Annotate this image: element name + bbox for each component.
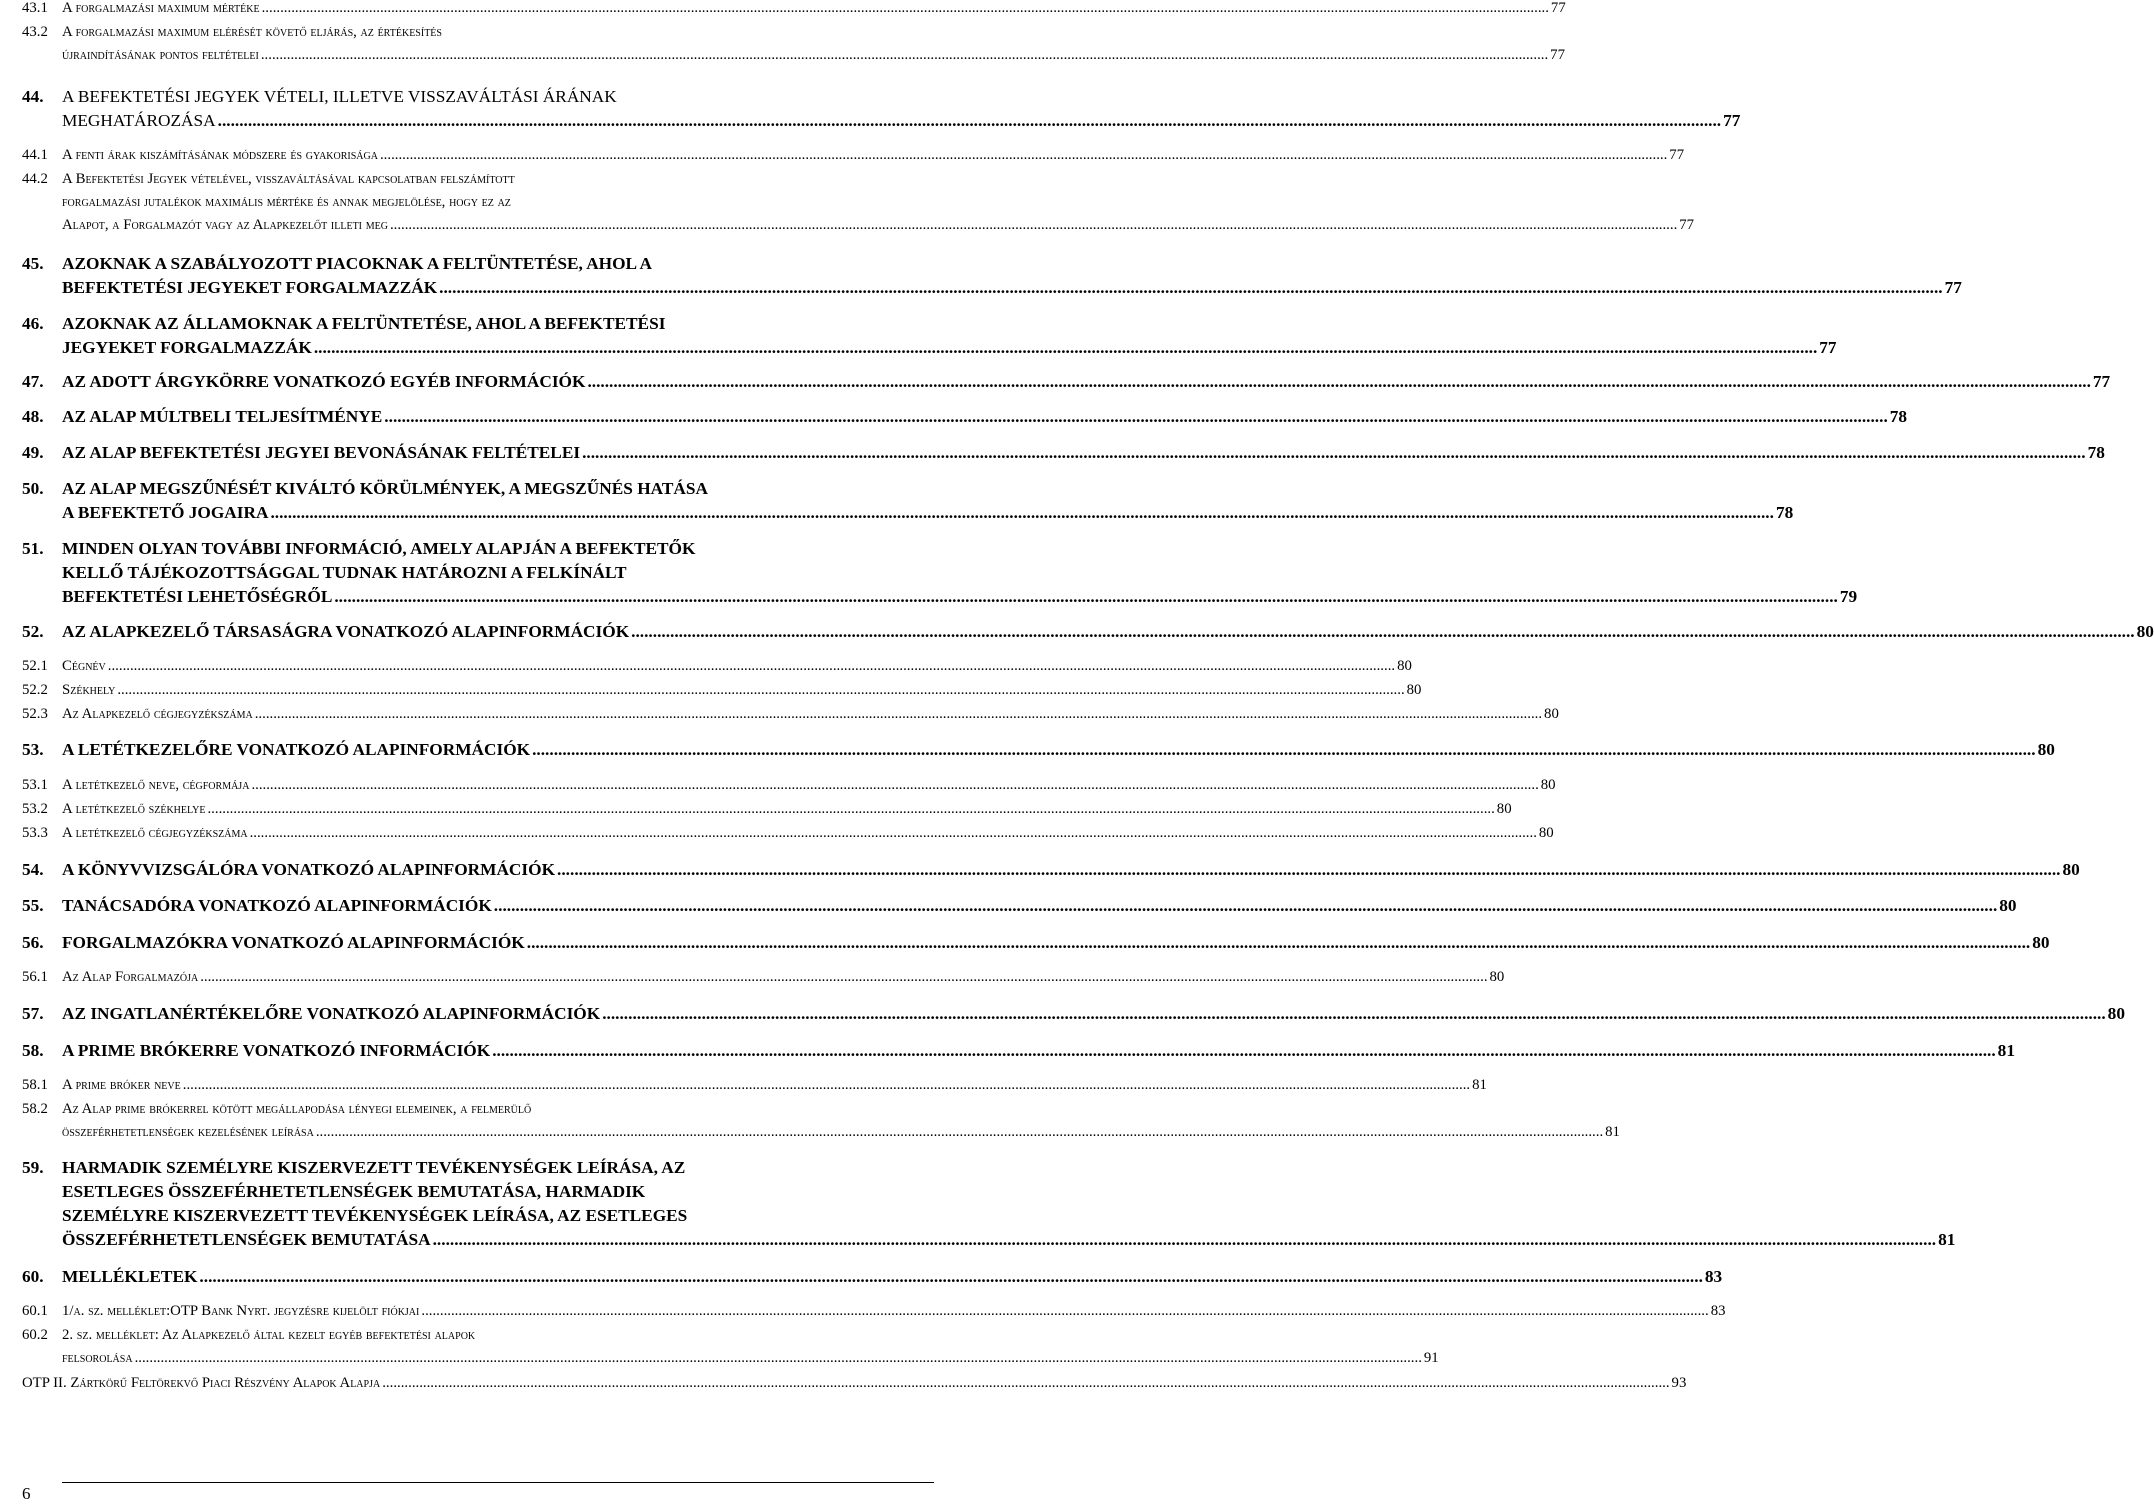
toc-page: 80 (1406, 682, 1422, 698)
dot-leader (135, 1347, 1422, 1370)
toc-page: 80 (1538, 825, 1554, 841)
toc-number: 50. (22, 479, 44, 498)
toc-page: 77 (1819, 338, 1837, 357)
toc-number: 44.1 (22, 147, 48, 163)
toc-title-line: forgalmazási jutalékok maximális mértéke és annak megjelölése, hogy ez az (62, 194, 511, 210)
toc-page: 80 (1544, 706, 1559, 722)
toc-title-line: Az Alap prime brókerrel kötött megállapodása lényegi elemeinek, a felmerülő (62, 1101, 532, 1117)
dot-leader (602, 1002, 2105, 1026)
toc-title-line: A Befektetési Jegyek vételével, visszaváltásával kapcsolatban felszámított (62, 171, 515, 187)
toc-entry-53[interactable] (22, 738, 2055, 762)
toc-number: 60.1 (22, 1303, 48, 1319)
toc-page: 77 (1669, 147, 1685, 163)
toc-title: MEGHATÁROZÁSA (62, 111, 216, 130)
toc-entry-46[interactable] (22, 312, 1837, 360)
toc-number: 60. (22, 1267, 44, 1286)
toc-number: 54. (22, 860, 44, 879)
dot-leader (117, 679, 1404, 702)
toc-page: 80 (1999, 896, 2017, 915)
toc-page: 78 (1889, 407, 1908, 426)
toc-entry-47[interactable] (22, 370, 2111, 394)
dot-leader (207, 798, 1494, 821)
dot-leader (382, 1372, 1669, 1395)
toc-number: 53.3 (22, 825, 48, 841)
toc-title: Cégnév (62, 658, 106, 674)
toc-page: 81 (1605, 1124, 1620, 1140)
dot-leader (421, 1300, 1708, 1323)
toc-title: BEFEKTETÉSI LEHETŐSÉGRŐL (62, 587, 333, 606)
toc-entry-58[interactable] (22, 1039, 2015, 1063)
toc-entry-45[interactable] (22, 252, 1962, 300)
toc-number: 45. (22, 254, 44, 273)
toc-number: 58.2 (22, 1101, 48, 1117)
toc-page: 77 (1944, 278, 1962, 297)
toc-entry-60[interactable] (22, 1265, 1723, 1289)
dot-leader (527, 931, 2030, 955)
toc-number: 58.1 (22, 1077, 48, 1093)
toc-page: 78 (1775, 503, 1794, 522)
toc-title: 1/a. sz. melléklet:OTP Bank Nyrt. jegyzésre kijelölt fiókjai (62, 1303, 420, 1319)
toc-number: 58. (22, 1041, 44, 1060)
dot-leader (492, 1039, 1995, 1063)
toc-entry-54[interactable] (22, 858, 2080, 882)
toc-number: 48. (22, 407, 44, 426)
dot-leader (390, 214, 1677, 237)
dot-leader (316, 1121, 1603, 1144)
dot-leader (631, 620, 2134, 644)
toc-entry-57[interactable] (22, 1002, 2125, 1026)
toc-entry-43-1[interactable] (22, 0, 1566, 20)
dot-leader (587, 370, 2090, 394)
toc-page: 83 (1710, 1303, 1726, 1319)
toc-page: 79 (1839, 587, 1858, 606)
toc-page: 77 (1550, 0, 1566, 16)
toc-title-line: 2. sz. melléklet: Az Alapkezelő által kezelt egyéb befektetési alapok (62, 1327, 476, 1343)
dot-leader (433, 1228, 1936, 1252)
dot-leader (532, 738, 2035, 762)
toc-number: 52.2 (22, 682, 48, 698)
dot-leader (262, 0, 1549, 20)
toc-number: 44. (22, 87, 44, 106)
toc-title: JEGYEKET FORGALMAZZÁK (62, 338, 312, 357)
toc-title: AZ ALAP BEFEKTETÉSI JEGYEI BEVONÁSÁNAK FELTÉTELEI (62, 443, 581, 462)
toc-page: 93 (1671, 1375, 1687, 1391)
toc-page: 80 (1489, 969, 1505, 985)
toc-page: 81 (1472, 1077, 1487, 1093)
toc-number: 43.2 (22, 24, 48, 40)
toc-title: FORGALMAZÓKRA VONATKOZÓ ALAPINFORMÁCIÓK (62, 933, 525, 952)
toc-entry-51[interactable] (22, 537, 1858, 609)
toc-entry-44-1[interactable] (22, 144, 1685, 167)
toc-title: A prime bróker neve (62, 1077, 181, 1093)
toc-number: 44.2 (22, 171, 48, 187)
toc-entry-60-1[interactable] (22, 1300, 1726, 1323)
toc-title: AZ ALAP MÚLTBELI TELJESÍTMÉNYE (62, 407, 383, 426)
toc-title: Az Alap Forgalmazója (62, 969, 199, 985)
toc-page: 80 (1540, 777, 1556, 793)
dot-leader (380, 144, 1667, 167)
toc-page: 80 (1397, 658, 1412, 674)
dot-leader (384, 405, 1887, 429)
toc-title: BEFEKTETÉSI JEGYEKET FORGALMAZZÁK (62, 278, 438, 297)
toc-number: 46. (22, 314, 44, 333)
toc-title-line: HARMADIK SZEMÉLYRE KISZERVEZETT TEVÉKENYSÉGEK LEÍRÁSA, AZ (62, 1158, 686, 1177)
toc-entry-58-1[interactable] (22, 1074, 1487, 1097)
toc-entry-52-3[interactable] (22, 703, 1559, 726)
dot-leader (218, 109, 1721, 133)
toc-number: 55. (22, 896, 44, 915)
toc-page: 80 (1496, 801, 1512, 817)
toc-title: AZ ADOTT ÁRGYKÖRRE VONATKOZÓ EGYÉB INFORMÁCIÓK (62, 372, 586, 391)
toc-number: 59. (22, 1158, 44, 1177)
toc-title-line: MINDEN OLYAN TOVÁBBI INFORMÁCIÓ, AMELY ALAPJÁN A BEFEKTETŐK (62, 539, 696, 558)
dot-leader (314, 336, 1817, 360)
toc-title-line: A BEFEKTETÉSI JEGYEK VÉTELI, ILLETVE VISSZAVÁLTÁSI ÁRÁNAK (62, 87, 617, 106)
toc-entry-53-1[interactable] (22, 774, 1556, 797)
page-number: 6 (22, 1484, 31, 1503)
toc-title: Székhely (62, 682, 116, 698)
toc-number: 51. (22, 539, 44, 558)
toc-entry-53-2[interactable] (22, 798, 1512, 821)
dot-leader (183, 1074, 1470, 1097)
toc-title-line: SZEMÉLYRE KISZERVEZETT TEVÉKENYSÉGEK LEÍRÁSA, AZ ESETLEGES (62, 1206, 688, 1225)
toc-page: 77 (1679, 217, 1695, 233)
toc-page: 81 (1997, 1041, 2015, 1060)
toc-title-line: AZOKNAK AZ ÁLLAMOKNAK A FELTÜNTETÉSE, AHOL A BEFEKTETÉSI (62, 314, 666, 333)
dot-leader (334, 585, 1837, 609)
dot-leader (108, 655, 1395, 678)
toc-title: A fenti árak kiszámításának módszere és gyakorisága (62, 147, 378, 163)
toc-entry-50[interactable] (22, 477, 1794, 525)
toc-page: 80 (2032, 933, 2050, 952)
toc-number: 47. (22, 372, 44, 391)
toc-title-line: AZ ALAP MEGSZŰNÉSÉT KIVÁLTÓ KÖRÜLMÉNYEK, A MEGSZŰNÉS HATÁSA (62, 479, 708, 498)
toc-entry-52[interactable] (22, 620, 2154, 644)
toc-page: 80 (2037, 740, 2055, 759)
toc-entry-52-2[interactable] (22, 679, 1422, 702)
toc-number: 56.1 (22, 969, 48, 985)
toc-number: 53.2 (22, 801, 48, 817)
toc-title-line: ESETLEGES ÖSSZEFÉRHETETLENSÉGEK BEMUTATÁSA, HARMADIK (62, 1182, 646, 1201)
dot-leader (494, 894, 1997, 918)
dot-leader (255, 703, 1542, 726)
toc-page: 80 (2136, 622, 2154, 641)
toc-title-line: KELLŐ TÁJÉKOZOTTSÁGGAL TUDNAK HATÁROZNI A FELKÍNÁLT (62, 563, 627, 582)
toc-page: 77 (2092, 372, 2111, 391)
dot-leader (199, 1265, 1702, 1289)
dot-leader (250, 822, 1537, 845)
toc-entry-44-2[interactable] (22, 168, 1695, 237)
toc-page: 83 (1704, 1267, 1723, 1286)
dot-leader (557, 858, 2060, 882)
dot-leader (439, 276, 1942, 300)
toc-title: Alapot, a Forgalmazót vagy az Alapkezelőt illeti meg (62, 217, 388, 233)
dot-leader (582, 441, 2085, 465)
toc-page: 78 (2087, 443, 2105, 462)
toc-title-line: A forgalmazási maximum elérését követő eljárás, az értékesítés (62, 24, 442, 40)
toc-page: 77 (1723, 111, 1741, 130)
dot-leader (200, 966, 1487, 989)
toc-entry-48[interactable] (22, 405, 1908, 429)
toc-title: A letétkezelő neve, cégformája (62, 777, 250, 793)
dot-leader (270, 501, 1773, 525)
toc-title: A letétkezelő székhelye (62, 801, 206, 817)
toc-title: TANÁCSADÓRA VONATKOZÓ ALAPINFORMÁCIÓK (62, 896, 492, 915)
toc-number: 52.1 (22, 658, 48, 674)
toc-title-line: AZOKNAK A SZABÁLYOZOTT PIACOKNAK A FELTÜNTETÉSE, AHOL A (62, 254, 652, 273)
toc-entry-53-3[interactable] (22, 822, 1554, 845)
toc-title: A BEFEKTETŐ JOGAIRA (62, 503, 269, 522)
toc-entry-otp-ii[interactable] (22, 1372, 1687, 1395)
toc-entry-60-2[interactable] (22, 1324, 1439, 1370)
toc-title: A KÖNYVVIZSGÁLÓRA VONATKOZÓ ALAPINFORMÁCIÓK (62, 860, 556, 879)
toc-title: összeférhetetlenségek kezelésének leírása (62, 1124, 314, 1140)
toc-title: felsorolása (62, 1350, 133, 1366)
toc-page: 80 (2107, 1004, 2125, 1023)
footer-rule (62, 1482, 934, 1483)
toc-title: A forgalmazási maximum mértéke (62, 0, 260, 16)
toc-entry-43-2[interactable] (22, 21, 1565, 67)
toc-title: AZ ALAPKEZELŐ TÁRSASÁGRA VONATKOZÓ ALAPINFORMÁCIÓK (62, 622, 630, 641)
toc-entry-56-1[interactable] (22, 966, 1505, 989)
toc-number: 52. (22, 622, 44, 641)
toc-title: Az Alapkezelő cégjegyzékszáma (62, 706, 253, 722)
toc-page: 81 (1938, 1230, 1956, 1249)
toc-title: A PRIME BRÓKERRE VONATKOZÓ INFORMÁCIÓK (62, 1041, 491, 1060)
toc-title: AZ INGATLANÉRTÉKELŐRE VONATKOZÓ ALAPINFORMÁCIÓK (62, 1004, 601, 1023)
toc-page: 91 (1423, 1350, 1439, 1366)
toc-number: 53. (22, 740, 44, 759)
toc-title: újraindításának pontos feltételei (62, 47, 259, 63)
toc-number: 57. (22, 1004, 44, 1023)
toc-entry-52-1[interactable] (22, 655, 1412, 678)
toc-entry-59[interactable] (22, 1156, 1956, 1252)
dot-leader (251, 774, 1538, 797)
toc-entry-56[interactable] (22, 931, 2050, 955)
toc-entry-49[interactable] (22, 441, 2105, 465)
dot-leader (261, 44, 1548, 67)
toc-entry-58-2[interactable] (22, 1098, 1620, 1144)
toc-number: 52.3 (22, 706, 48, 722)
toc-page: 77 (1550, 47, 1565, 63)
toc-number: 43.1 (22, 0, 48, 16)
toc-entry-55[interactable] (22, 894, 2017, 918)
toc-page: 80 (2062, 860, 2080, 879)
toc-number: 60.2 (22, 1327, 48, 1343)
toc-title: A letétkezelő cégjegyzékszáma (62, 825, 248, 841)
toc-title: MELLÉKLETEK (62, 1267, 198, 1286)
toc-title: A LETÉTKEZELŐRE VONATKOZÓ ALAPINFORMÁCIÓK (62, 740, 531, 759)
toc-number: 56. (22, 933, 44, 952)
toc-title: ÖSSZEFÉRHETETLENSÉGEK BEMUTATÁSA (62, 1230, 431, 1249)
toc-entry-44[interactable] (22, 85, 1741, 133)
toc-title: OTP II. Zártkörű Feltörekvő Piaci Részvény Alapok Alapja (22, 1375, 381, 1391)
toc-number: 49. (22, 443, 44, 462)
toc-number: 53.1 (22, 777, 48, 793)
